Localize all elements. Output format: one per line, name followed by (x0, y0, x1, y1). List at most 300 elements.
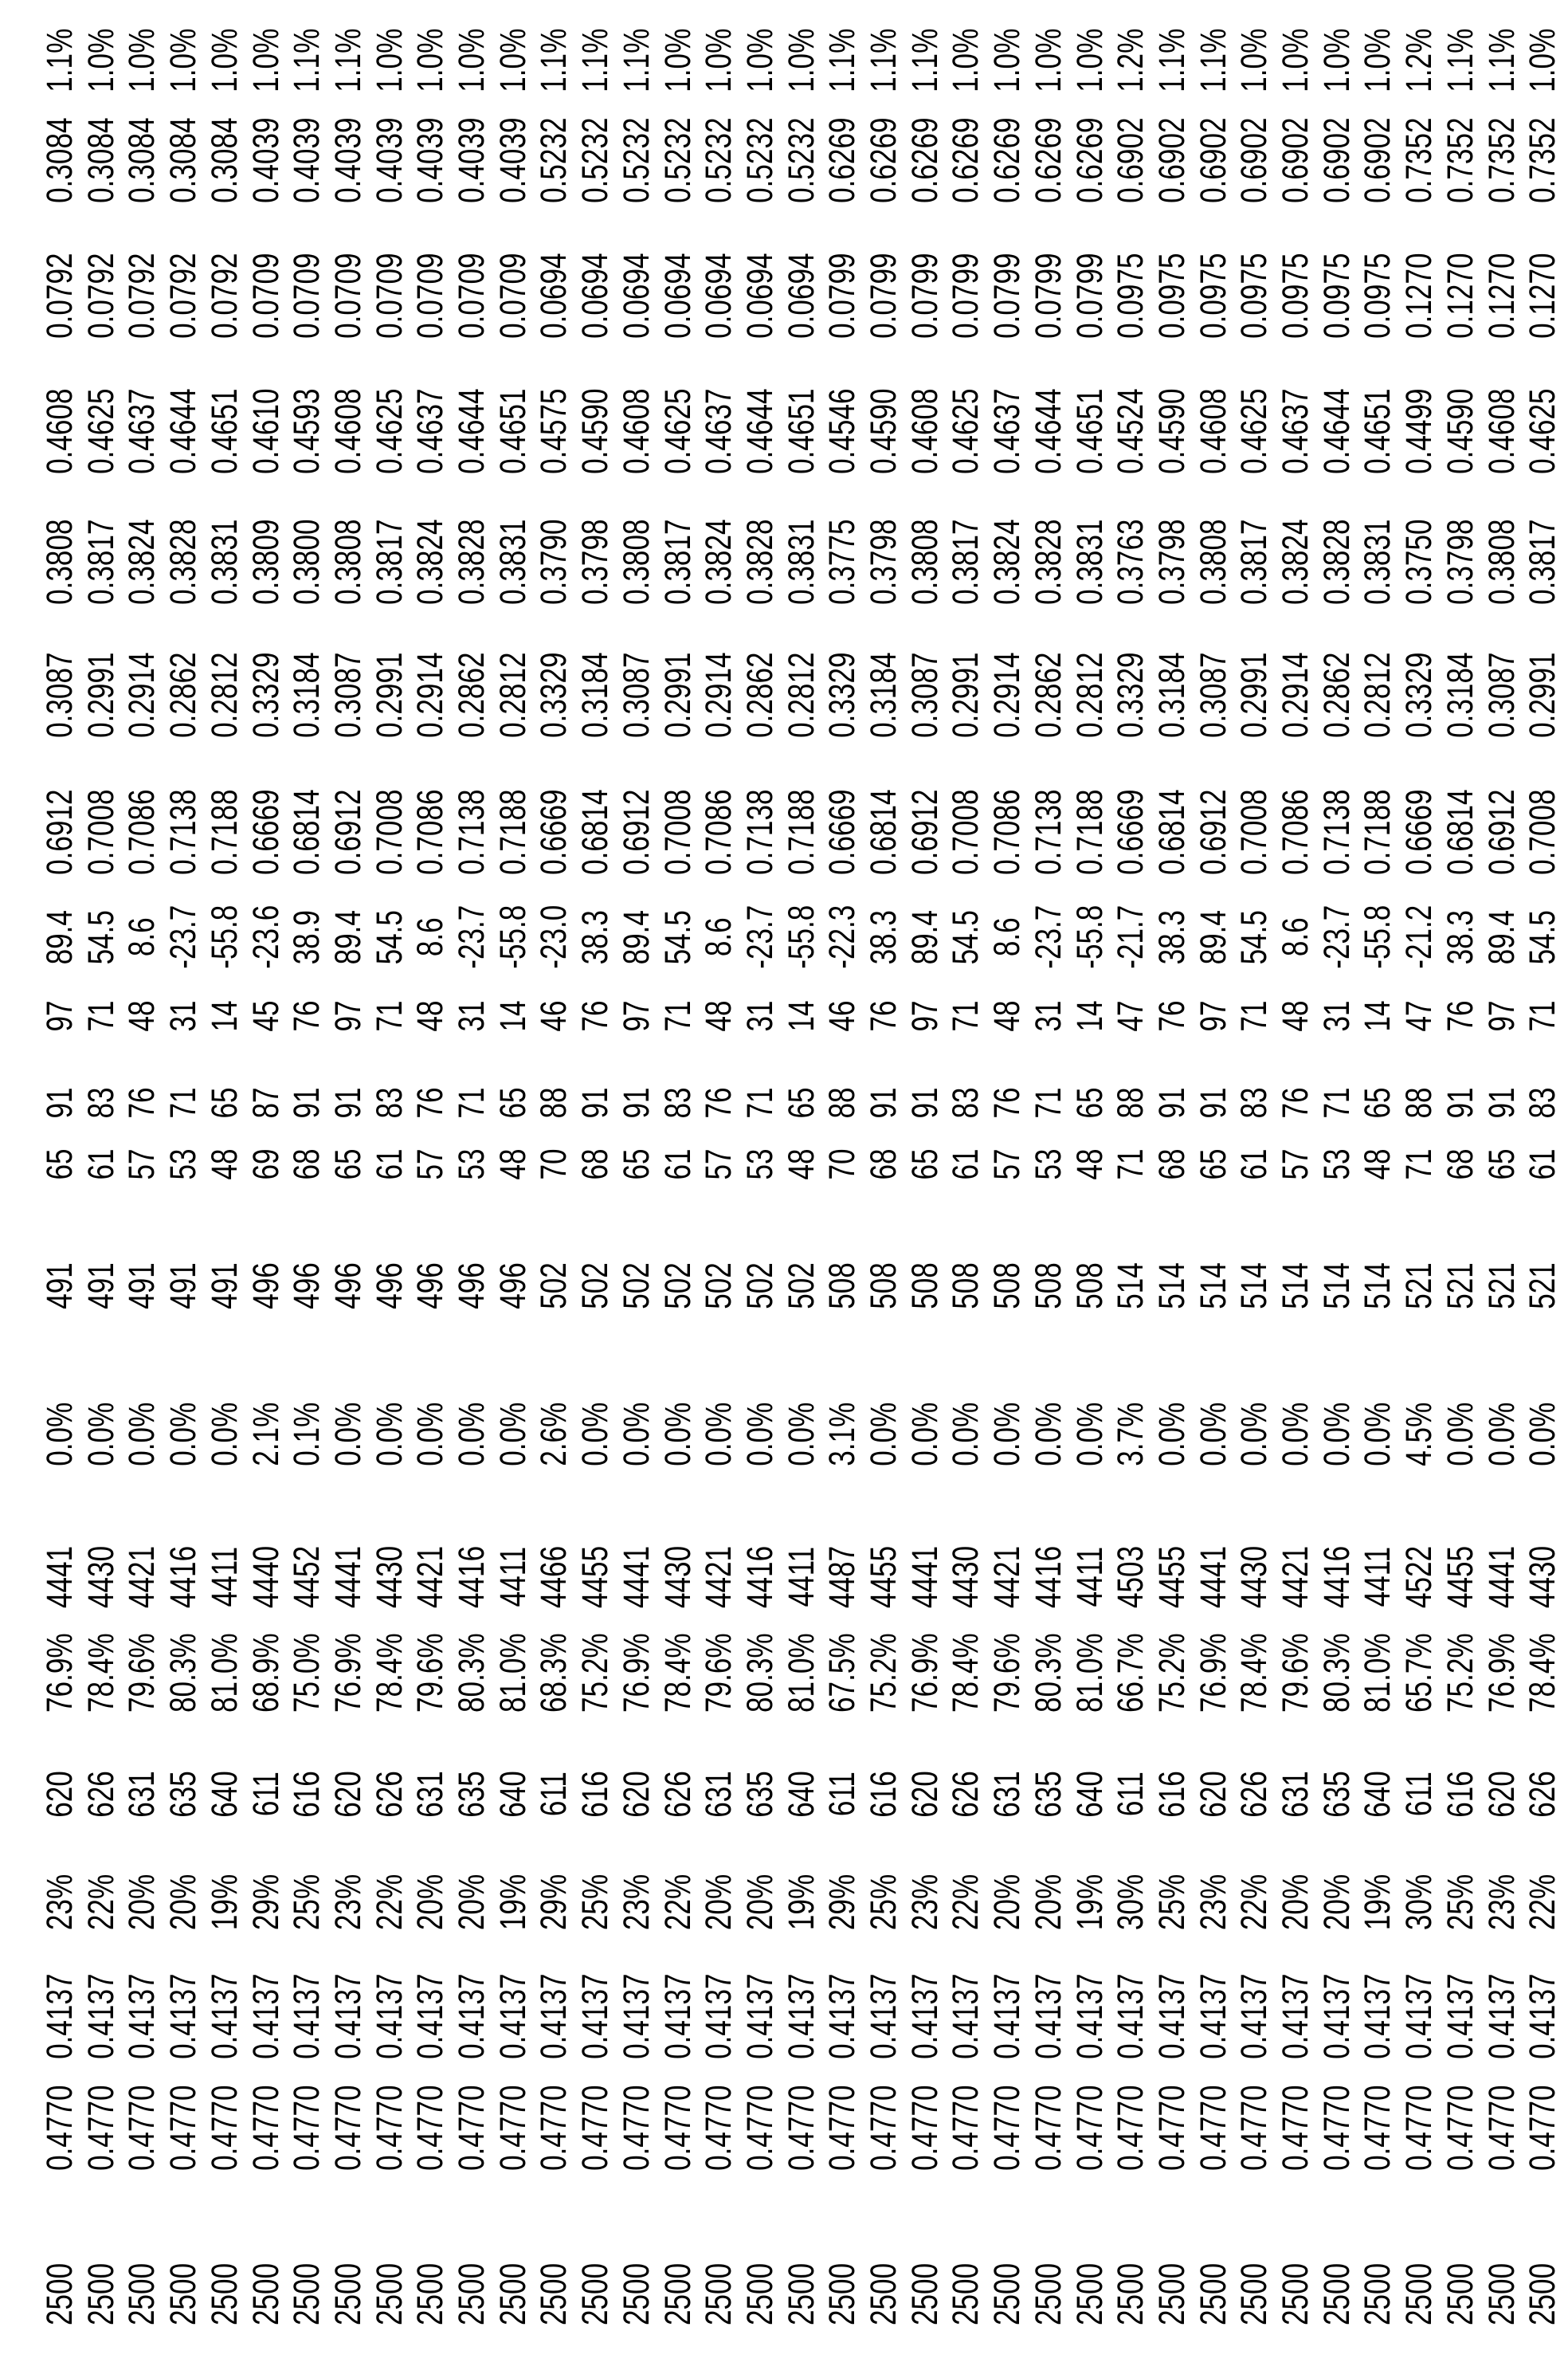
cell-value: 76.9% (616, 1633, 657, 1713)
cell-value: 48 (698, 1000, 739, 1031)
cell-value: 78.4% (1233, 1633, 1275, 1713)
cell-value: 0.0975 (1151, 253, 1193, 338)
table-cell (904, 216, 946, 375)
cell-value: 620 (1193, 1771, 1234, 1818)
cell-value: 0.3084 (80, 117, 122, 202)
cell-value: 76 (1275, 1087, 1316, 1118)
cell-value: 71 (945, 1000, 986, 1031)
table-cell (1028, 1355, 1069, 1514)
cell-value: 78.4% (657, 1633, 699, 1713)
cell-value: 0.4644 (1316, 388, 1358, 473)
cell-value: 620 (327, 1771, 369, 1818)
cell-value: 71 (1233, 1000, 1275, 1031)
cell-value: 626 (945, 1771, 986, 1818)
table-cell (245, 351, 287, 511)
cell-value: 0.0975 (1357, 253, 1398, 338)
cell-value: 0.0792 (204, 253, 245, 338)
table-cell (1398, 1355, 1440, 1514)
cell-value: 57 (1275, 1148, 1316, 1179)
table-cell (1028, 2215, 1069, 2374)
cell-value: 0.3824 (698, 519, 739, 604)
cell-value: 20% (986, 1874, 1028, 1930)
table-cell (1275, 351, 1316, 511)
cell-value: 0.3084 (121, 117, 163, 202)
cell-value: 0.3084 (204, 117, 245, 202)
cell-value: 1.1% (1151, 29, 1193, 92)
cell-value: 502 (698, 1262, 739, 1309)
cell-value: 0.0% (1151, 1403, 1193, 1466)
cell-value: 0.3817 (369, 519, 410, 604)
cell-value: 0.7086 (121, 789, 163, 874)
cell-value: 2500 (1151, 2263, 1193, 2325)
cell-value: 83 (369, 1087, 410, 1118)
table-cell (1398, 2215, 1440, 2374)
cell-value: 0.0709 (245, 253, 287, 338)
table-cell (451, 1497, 492, 1657)
cell-value: 0.4770 (492, 2085, 534, 2170)
cell-value: 65 (327, 1148, 369, 1179)
table-cell (327, 0, 369, 140)
cell-value: 0.3750 (1398, 519, 1440, 604)
cell-value: 0.7188 (1357, 789, 1398, 874)
table-cell (781, 2215, 822, 2374)
cell-value: 0.4137 (1069, 1973, 1111, 2058)
cell-value: 0.4770 (410, 2085, 451, 2170)
cell-value: 48 (986, 1000, 1028, 1031)
table-cell (492, 2215, 534, 2374)
cell-value: 0.4770 (245, 2085, 287, 2170)
table-cell (80, 216, 122, 375)
table-cell (863, 1497, 904, 1657)
table-cell (1481, 752, 1523, 912)
cell-value: 0.0% (1233, 1403, 1275, 1466)
cell-value: 0.3824 (410, 519, 451, 604)
table-cell (492, 752, 534, 912)
cell-value: 57 (986, 1148, 1028, 1179)
cell-value: 1.1% (1440, 29, 1481, 92)
cell-value: 8.6 (121, 918, 163, 957)
cell-value: 61 (657, 1148, 699, 1179)
cell-value: 0.0% (1193, 1403, 1234, 1466)
cell-value: 76 (410, 1087, 451, 1118)
table-cell (616, 2215, 657, 2374)
cell-value: 0.7086 (986, 789, 1028, 874)
cell-value: 0.3817 (1233, 519, 1275, 604)
cell-value: 0.2991 (369, 652, 410, 737)
cell-value: 0.3828 (163, 519, 204, 604)
cell-value: 89.4 (616, 910, 657, 964)
cell-value: 0.2914 (986, 652, 1028, 737)
cell-value: 0.4137 (451, 1973, 492, 2058)
cell-value: 496 (492, 1262, 534, 1309)
table-cell (1193, 351, 1234, 511)
cell-value: 91 (1151, 1087, 1193, 1118)
cell-value: 0.0975 (1110, 253, 1151, 338)
cell-value: 38.3 (1151, 910, 1193, 964)
cell-value: 91 (616, 1087, 657, 1118)
cell-value: 53 (1316, 1148, 1358, 1179)
table-cell (1151, 1355, 1193, 1514)
cell-value: 79.6% (698, 1633, 739, 1713)
cell-value: 0.2991 (1522, 652, 1563, 737)
table-cell (121, 351, 163, 511)
cell-value: 2500 (1028, 2263, 1069, 2325)
cell-value: 83 (945, 1087, 986, 1118)
cell-value: 4441 (616, 1546, 657, 1608)
cell-value: 0.7138 (1316, 789, 1358, 874)
cell-value: 0.0% (1069, 1403, 1111, 1466)
cell-value: 0.4651 (1357, 388, 1398, 473)
cell-value: 0.3808 (39, 519, 80, 604)
cell-value: 0.3329 (1110, 652, 1151, 737)
cell-value: 0.6912 (904, 789, 946, 874)
cell-value: 4411 (1069, 1547, 1111, 1607)
cell-value: 0.4770 (1069, 2085, 1111, 2170)
cell-value: 0.6669 (1398, 789, 1440, 874)
cell-value: 496 (327, 1262, 369, 1309)
cell-value: 0.4770 (904, 2085, 946, 2170)
cell-value: 31 (1028, 1000, 1069, 1031)
cell-value: 0.6269 (986, 117, 1028, 202)
table-cell (657, 752, 699, 912)
cell-value: 0.6814 (1440, 789, 1481, 874)
cell-value: 0.3763 (1110, 519, 1151, 604)
table-cell (245, 752, 287, 912)
table-cell (163, 216, 204, 375)
cell-value: 0.0799 (863, 253, 904, 338)
cell-value: 0.5232 (739, 117, 781, 202)
table-cell (863, 351, 904, 511)
table-cell (945, 1497, 986, 1657)
table-cell (1275, 1355, 1316, 1514)
table-cell (1316, 2215, 1358, 2374)
cell-value: 640 (781, 1771, 822, 1818)
cell-value: 2500 (863, 2263, 904, 2325)
cell-value: 2500 (533, 2263, 574, 2325)
cell-value: 0.7008 (80, 789, 122, 874)
cell-value: 0.0792 (163, 253, 204, 338)
cell-value: 0.4137 (1028, 1973, 1069, 2058)
cell-value: 0.3798 (1440, 519, 1481, 604)
cell-value: 1.0% (698, 29, 739, 92)
cell-value: 0.4608 (904, 388, 946, 473)
cell-value: 0.3824 (121, 519, 163, 604)
cell-value: 0.6814 (1151, 789, 1193, 874)
cell-value: 496 (369, 1262, 410, 1309)
cell-value: 2.1% (245, 1403, 287, 1466)
table-cell (1110, 0, 1151, 140)
cell-value: 1.1% (1193, 29, 1234, 92)
cell-value: 19% (1357, 1874, 1398, 1930)
table-cell (698, 1355, 739, 1514)
cell-value: 0.0975 (1233, 253, 1275, 338)
cell-value: 0.5232 (657, 117, 699, 202)
cell-value: 0.4039 (286, 117, 327, 202)
cell-value: 71 (369, 1000, 410, 1031)
cell-value: 0.6902 (1193, 117, 1234, 202)
table-cell (80, 2215, 122, 2374)
table-cell (821, 216, 863, 375)
cell-value: 1.0% (1275, 29, 1316, 92)
cell-value: 0.5232 (698, 117, 739, 202)
table-cell (121, 752, 163, 912)
cell-value: 635 (451, 1771, 492, 1818)
cell-value: 1.2% (1110, 29, 1151, 92)
cell-value: -23.7 (739, 905, 781, 969)
cell-value: 0.4137 (1440, 1973, 1481, 2058)
cell-value: 47 (1110, 1000, 1151, 1031)
cell-value: 0.4137 (410, 1973, 451, 2058)
table-cell (1481, 216, 1523, 375)
table-cell (1069, 1355, 1111, 1514)
table-cell (163, 351, 204, 511)
cell-value: 640 (1069, 1771, 1111, 1818)
table-cell (1110, 1355, 1151, 1514)
cell-value: 640 (1357, 1771, 1398, 1818)
data-table-rotated (0, 0, 1568, 2360)
cell-value: -55.8 (204, 905, 245, 969)
cell-value: 20% (1275, 1874, 1316, 1930)
cell-value: 4411 (492, 1547, 534, 1607)
cell-value: 68.9% (245, 1633, 287, 1713)
cell-value: 1.0% (121, 29, 163, 92)
cell-value: 0.6902 (1357, 117, 1398, 202)
cell-value: 0.0694 (698, 253, 739, 338)
cell-value: 0.4137 (1151, 1973, 1193, 2058)
cell-value: 0.4137 (121, 1973, 163, 2058)
cell-value: 0.3828 (1316, 519, 1358, 604)
cell-value: 2500 (245, 2263, 287, 2325)
table-cell (698, 216, 739, 375)
cell-value: 0.3817 (657, 519, 699, 604)
table-cell (1193, 0, 1234, 140)
cell-value: 0.4137 (1398, 1973, 1440, 2058)
cell-value: 640 (492, 1771, 534, 1818)
cell-value: 71 (657, 1000, 699, 1031)
cell-value: 0.4137 (327, 1973, 369, 2058)
cell-value: 4416 (739, 1546, 781, 1608)
cell-value: 80.3% (1316, 1633, 1358, 1713)
table-cell (821, 1355, 863, 1514)
cell-value: 70 (821, 1148, 863, 1179)
cell-value: 76 (574, 1000, 616, 1031)
table-cell (863, 1355, 904, 1514)
cell-value: 631 (698, 1771, 739, 1818)
cell-value: 0.3329 (821, 652, 863, 737)
cell-value: -23.7 (163, 905, 204, 969)
cell-value: 0.4770 (1357, 2085, 1398, 2170)
table-cell (1316, 1497, 1358, 1657)
cell-value: 38.9 (286, 910, 327, 964)
cell-value: 0.4039 (245, 117, 287, 202)
cell-value: 46 (821, 1000, 863, 1031)
cell-value: 611 (533, 1772, 574, 1816)
table-cell (327, 1355, 369, 1514)
table-cell (1193, 2215, 1234, 2374)
cell-value: 91 (1440, 1087, 1481, 1118)
cell-value: 0.7352 (1440, 117, 1481, 202)
table-cell (1028, 216, 1069, 375)
cell-value: 54.5 (80, 910, 122, 964)
table-cell (781, 351, 822, 511)
table-cell (1233, 2215, 1275, 2374)
cell-value: 496 (451, 1262, 492, 1309)
cell-value: 0.0% (574, 1403, 616, 1466)
cell-value: 71 (80, 1000, 122, 1031)
cell-value: 0.4039 (492, 117, 534, 202)
cell-value: 1.0% (245, 29, 287, 92)
cell-value: 0.0709 (369, 253, 410, 338)
cell-value: 4411 (781, 1547, 822, 1607)
cell-value: 4411 (204, 1547, 245, 1607)
cell-value: 0.3329 (245, 652, 287, 737)
table-cell (1110, 1497, 1151, 1657)
table-cell (286, 752, 327, 912)
table-cell (821, 0, 863, 140)
table-cell (986, 351, 1028, 511)
cell-value: 0.0% (1522, 1403, 1563, 1466)
cell-value: 0.2862 (739, 652, 781, 737)
table-cell (80, 752, 122, 912)
cell-value: 0.4651 (781, 388, 822, 473)
cell-value: 0.2914 (410, 652, 451, 737)
cell-value: 0.4770 (821, 2085, 863, 2170)
table-cell (781, 1497, 822, 1657)
table-cell (204, 351, 245, 511)
cell-value: 0.3087 (1193, 652, 1234, 737)
cell-value: 0.4637 (698, 388, 739, 473)
cell-value: -23.0 (533, 905, 574, 969)
cell-value: 1.0% (369, 29, 410, 92)
cell-value: 0.6669 (533, 789, 574, 874)
table-cell (616, 216, 657, 375)
document-page (0, 0, 1568, 2360)
cell-value: 97 (904, 1000, 946, 1031)
cell-value: 80.3% (1028, 1633, 1069, 1713)
cell-value: 0.3184 (574, 652, 616, 737)
table-cell (1522, 0, 1563, 140)
table-cell (945, 351, 986, 511)
cell-value: 65.7% (1398, 1633, 1440, 1713)
table-cell (410, 1497, 451, 1657)
cell-value: 65 (39, 1148, 80, 1179)
table-cell (1151, 216, 1193, 375)
cell-value: 83 (1522, 1087, 1563, 1118)
table-cell (245, 2215, 287, 2374)
cell-value: 0.4137 (533, 1973, 574, 2058)
cell-value: 611 (1398, 1772, 1440, 1816)
table-cell (986, 752, 1028, 912)
cell-value: 616 (1151, 1771, 1193, 1818)
table-cell (739, 0, 781, 140)
cell-value: 0.4644 (163, 388, 204, 473)
cell-value: 68.3% (533, 1633, 574, 1713)
cell-value: 48 (1357, 1148, 1398, 1179)
cell-value: -55.8 (781, 905, 822, 969)
cell-value: 521 (1522, 1262, 1563, 1309)
cell-value: 0.4137 (80, 1973, 122, 2058)
cell-value: 2500 (121, 2263, 163, 2325)
cell-value: 2500 (1069, 2263, 1111, 2325)
cell-value: 0.3087 (616, 652, 657, 737)
table-cell (163, 1355, 204, 1514)
cell-value: 81.0% (1069, 1633, 1111, 1713)
cell-value: 4441 (327, 1546, 369, 1608)
table-cell (1110, 351, 1151, 511)
table-cell (657, 2215, 699, 2374)
cell-value: 83 (80, 1087, 122, 1118)
cell-value: 0.4499 (1398, 388, 1440, 473)
cell-value: 0.4137 (1481, 1973, 1523, 2058)
table-cell (1193, 1355, 1234, 1514)
cell-value: 0.7008 (1522, 789, 1563, 874)
cell-value: 0.7086 (1275, 789, 1316, 874)
cell-value: 0.0% (80, 1403, 122, 1466)
cell-value: 0.4644 (451, 388, 492, 473)
cell-value: 626 (369, 1771, 410, 1818)
cell-value: 620 (1481, 1771, 1523, 1818)
cell-value: 53 (1028, 1148, 1069, 1179)
cell-value: 2500 (410, 2263, 451, 2325)
table-cell (698, 1497, 739, 1657)
cell-value: 78.4% (80, 1633, 122, 1713)
cell-value: 48 (1275, 1000, 1316, 1031)
table-cell (121, 216, 163, 375)
cell-value: 0.4608 (327, 388, 369, 473)
cell-value: 0.6912 (327, 789, 369, 874)
cell-value: 71 (1522, 1000, 1563, 1031)
table-cell (410, 351, 451, 511)
cell-value: 0.0% (698, 1403, 739, 1466)
table-cell (657, 351, 699, 511)
cell-value: 0.6912 (39, 789, 80, 874)
cell-value: 0.6669 (245, 789, 287, 874)
table-cell (80, 1497, 122, 1657)
cell-value: 75.2% (1440, 1633, 1481, 1713)
cell-value: 81.0% (1357, 1633, 1398, 1713)
table-cell (327, 1497, 369, 1657)
cell-value: 4430 (657, 1546, 699, 1608)
table-cell (1357, 216, 1398, 375)
cell-value: 54.5 (945, 910, 986, 964)
table-cell (369, 1355, 410, 1514)
cell-value: 0.3798 (574, 519, 616, 604)
table-cell (863, 752, 904, 912)
cell-value: 19% (492, 1874, 534, 1930)
cell-value: 0.7352 (1481, 117, 1523, 202)
table-cell (1316, 351, 1358, 511)
cell-value: 0.7008 (945, 789, 986, 874)
table-cell (1357, 2215, 1398, 2374)
cell-value: 20% (1316, 1874, 1358, 1930)
cell-value: 3.7% (1110, 1403, 1151, 1466)
cell-value: 1.0% (451, 29, 492, 92)
cell-value: 0.3329 (1398, 652, 1440, 737)
cell-value: 88 (1110, 1087, 1151, 1118)
cell-value: 0.7138 (1028, 789, 1069, 874)
cell-value: 20% (698, 1874, 739, 1930)
cell-value: 81.0% (204, 1633, 245, 1713)
cell-value: 29% (821, 1874, 863, 1930)
table-cell (369, 1497, 410, 1657)
cell-value: 0.0% (657, 1403, 699, 1466)
cell-value: 79.6% (410, 1633, 451, 1713)
cell-value: 1.1% (286, 29, 327, 92)
cell-value: 1.1% (533, 29, 574, 92)
table-cell (286, 1355, 327, 1514)
table-cell (369, 2215, 410, 2374)
cell-value: 20% (163, 1874, 204, 1930)
